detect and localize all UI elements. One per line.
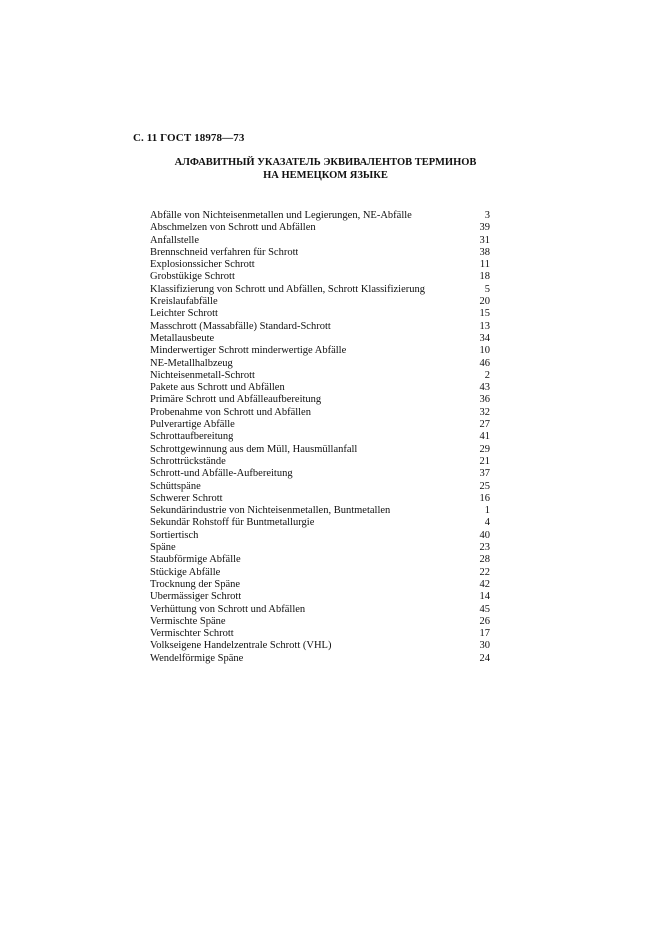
index-term: Pulverartige Abfälle bbox=[150, 419, 235, 431]
index-page-number: 27 bbox=[479, 419, 490, 431]
index-term: Staubförmige Abfälle bbox=[150, 554, 241, 566]
term-index-list bbox=[150, 210, 490, 665]
index-page-number: 20 bbox=[479, 296, 490, 308]
index-page-number: 31 bbox=[479, 234, 490, 246]
index-entry bbox=[150, 358, 490, 370]
index-page-number: 38 bbox=[479, 246, 490, 258]
index-term: NE-Metallhalbzeug bbox=[150, 357, 233, 369]
index-entry bbox=[150, 517, 490, 529]
index-entry bbox=[150, 604, 490, 616]
index-term: Schrott-und Abfälle-Aufbereitung bbox=[150, 468, 293, 480]
index-entry bbox=[150, 210, 490, 222]
index-entry bbox=[150, 481, 490, 493]
index-entry bbox=[150, 222, 490, 234]
index-entry bbox=[150, 542, 490, 554]
index-entry bbox=[150, 554, 490, 566]
index-term: Abfälle von Nichteisenmetallen und Legierungen, NE-Abfälle bbox=[150, 210, 412, 221]
index-page-number: 45 bbox=[479, 603, 490, 615]
index-entry bbox=[150, 468, 490, 480]
index-term: Schrottrückstände bbox=[150, 455, 226, 467]
index-term: Kreislaufabfälle bbox=[150, 296, 218, 308]
index-page-number: 41 bbox=[479, 431, 490, 443]
index-page-number: 14 bbox=[479, 591, 490, 603]
index-entry bbox=[150, 493, 490, 505]
index-page-number: 11 bbox=[479, 259, 490, 271]
index-entry bbox=[150, 628, 490, 640]
index-page-number: 3 bbox=[484, 210, 490, 221]
index-entry bbox=[150, 431, 490, 443]
index-entry bbox=[150, 591, 490, 603]
index-term: Schrottaufbereitung bbox=[150, 431, 234, 443]
index-title-line-2: НА НЕМЕЦКОМ ЯЗЫКЕ bbox=[263, 170, 388, 181]
index-term: Metallausbeute bbox=[150, 332, 215, 344]
index-term: Masschrott (Massabfälle) Standard-Schrott bbox=[150, 320, 331, 332]
page-header: С. 11 ГОСТ 18978—73 bbox=[133, 132, 245, 144]
index-page-number: 46 bbox=[479, 357, 490, 369]
index-entry bbox=[150, 382, 490, 394]
index-page-number: 15 bbox=[479, 308, 490, 320]
index-term: Leichter Schrott bbox=[150, 308, 218, 320]
index-entry bbox=[150, 456, 490, 468]
index-entry bbox=[150, 616, 490, 628]
index-page-number: 43 bbox=[479, 382, 490, 394]
index-page-number: 4 bbox=[484, 517, 490, 529]
index-term: Grobstükige Schrott bbox=[150, 271, 235, 283]
index-term: Vermischte Späne bbox=[150, 615, 226, 627]
index-term: Späne bbox=[150, 542, 176, 554]
index-entry bbox=[150, 407, 490, 419]
index-term: Sekundärindustrie von Nichteisenmetallen, Buntmetallen bbox=[150, 505, 391, 517]
index-entry bbox=[150, 271, 490, 283]
index-term: Vermischter Schrott bbox=[150, 628, 234, 640]
index-term: Ubermässiger Schrott bbox=[150, 591, 242, 603]
index-entry bbox=[150, 653, 490, 665]
index-entry bbox=[150, 640, 490, 652]
index-term: Abschmelzen von Schrott und Abfällen bbox=[150, 222, 316, 234]
index-page-number: 24 bbox=[479, 652, 490, 664]
index-entry bbox=[150, 247, 490, 259]
index-page-number: 25 bbox=[479, 480, 490, 492]
index-term: Minderwertiger Schrott minderwertige Abfälle bbox=[150, 345, 347, 357]
index-term: Sortiertisch bbox=[150, 529, 199, 541]
index-page-number: 5 bbox=[484, 283, 490, 295]
index-entry bbox=[150, 284, 490, 296]
index-term: Primäre Schrott und Abfälleaufbereitung bbox=[150, 394, 322, 406]
index-entry bbox=[150, 333, 490, 345]
index-page-number: 16 bbox=[479, 492, 490, 504]
index-entry bbox=[150, 308, 490, 320]
index-term: Explosionssicher Schrott bbox=[150, 259, 255, 271]
index-entry bbox=[150, 235, 490, 247]
index-entry bbox=[150, 345, 490, 357]
index-page-number: 32 bbox=[479, 406, 490, 418]
index-term: Schüttspäne bbox=[150, 480, 201, 492]
index-title bbox=[133, 156, 518, 182]
index-page-number: 13 bbox=[479, 320, 490, 332]
index-page-number: 1 bbox=[484, 505, 490, 517]
index-term: Schwerer Schrott bbox=[150, 492, 223, 504]
index-term: Stückige Abfälle bbox=[150, 566, 221, 578]
index-page-number: 28 bbox=[479, 554, 490, 566]
index-term: Schrottgewinnung aus dem Müll, Hausmüllanfall bbox=[150, 443, 358, 455]
index-term: Trocknung der Späne bbox=[150, 578, 241, 590]
index-page-number: 29 bbox=[479, 443, 490, 455]
index-entry bbox=[150, 530, 490, 542]
index-term: Sekundär Rohstoff für Buntmetallurgie bbox=[150, 517, 315, 529]
index-term: Wendelförmige Späne bbox=[150, 652, 244, 664]
index-page-number: 30 bbox=[479, 640, 490, 652]
index-page-number: 42 bbox=[479, 578, 490, 590]
index-page-number: 23 bbox=[479, 542, 490, 554]
index-entry bbox=[150, 567, 490, 579]
index-term: Probenahme von Schrott und Abfällen bbox=[150, 406, 311, 418]
index-page-number: 17 bbox=[479, 628, 490, 640]
index-title-line-1: АЛФАВИТНЫЙ УКАЗАТЕЛЬ ЭКВИВАЛЕНТОВ ТЕРМИНОВ bbox=[174, 157, 477, 168]
index-page-number: 22 bbox=[479, 566, 490, 578]
index-term: Anfallstelle bbox=[150, 234, 199, 246]
index-entry bbox=[150, 259, 490, 271]
index-term: Brennschneid verfahren für Schrott bbox=[150, 246, 299, 258]
index-page-number: 37 bbox=[479, 468, 490, 480]
index-page-number: 36 bbox=[479, 394, 490, 406]
index-page-number: 18 bbox=[479, 271, 490, 283]
index-page-number: 34 bbox=[479, 332, 490, 344]
index-page-number: 21 bbox=[479, 455, 490, 467]
index-term: Klassifizierung von Schrott und Abfällen, Schrott Klassifizierung bbox=[150, 283, 425, 295]
index-entry bbox=[150, 579, 490, 591]
index-term: Pakete aus Schrott und Abfällen bbox=[150, 382, 285, 394]
index-entry bbox=[150, 321, 490, 333]
index-entry bbox=[150, 296, 490, 308]
index-entry bbox=[150, 444, 490, 456]
index-entry bbox=[150, 370, 490, 382]
index-page-number: 39 bbox=[479, 222, 490, 234]
index-entry bbox=[150, 505, 490, 517]
index-page-number: 40 bbox=[479, 529, 490, 541]
index-term: Volkseigene Handelzentrale Schrott (VHL) bbox=[150, 640, 332, 652]
index-entry bbox=[150, 394, 490, 406]
index-term: Verhüttung von Schrott und Abfällen bbox=[150, 603, 306, 615]
index-page-number: 10 bbox=[479, 345, 490, 357]
index-page-number: 26 bbox=[479, 615, 490, 627]
index-page-number: 2 bbox=[484, 369, 490, 381]
index-term: Nichteisenmetall-Schrott bbox=[150, 369, 255, 381]
index-entry bbox=[150, 419, 490, 431]
